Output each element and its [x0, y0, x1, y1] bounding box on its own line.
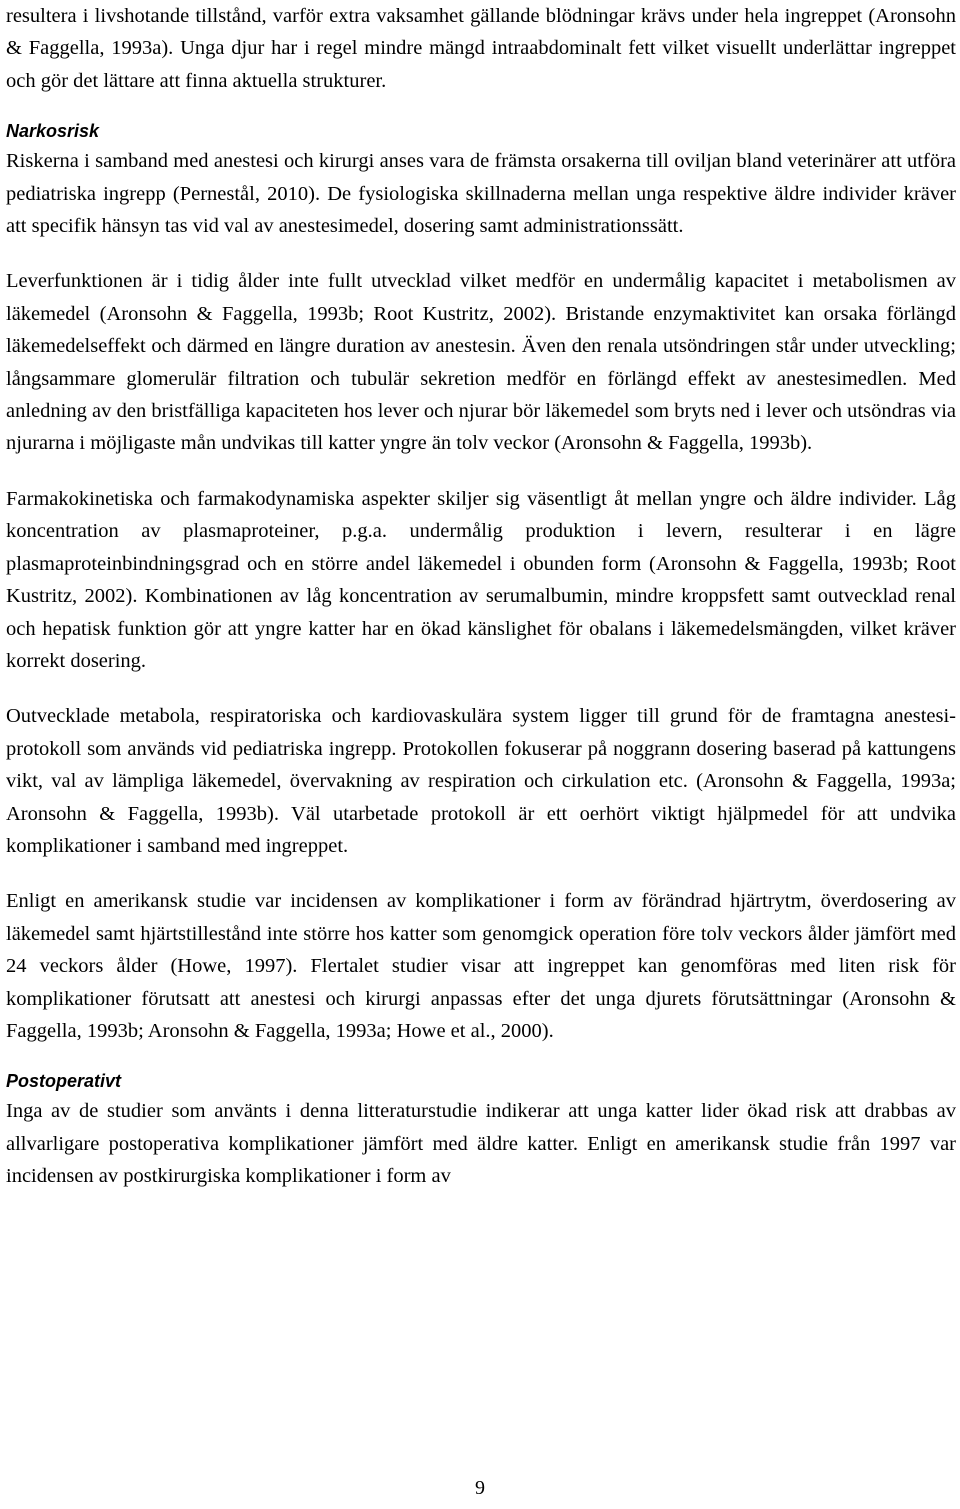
paragraph-narkosrisk-5: Enligt en amerikansk studie var incidensen av komplikationer i form av förändrad hjärtrytm, överdosering av läkemedel samt hjärtstillestånd inte större hos katter som genomgick operation före tolv veckors ålder jämfört med 24 veckors ålder (Howe, 1997). Flertalet studier visar att ingreppet kan genomföras med liten risk för komplikationer förutsatt att anestesi och kirurgi anpassas efter det unga djurets förutsättningar (Aronsohn & Faggella, 1993b; Aronsohn & Faggella, 1993a; Howe et al., 2000). [6, 890, 956, 1042]
document-page [6, 0, 956, 1193]
paragraph-narkosrisk-2: Leverfunktionen är i tidig ålder inte fullt utvecklad vilket medför en undermålig kapacitet i metabolismen av läkemedel (Aronsohn & Faggella, 1993b; Root Kustritz, 2002). Bristande enzymaktivitet kan orsaka förlängd läkemedelseffekt och därmed en längre duration av anestesin. Även den renala utsöndringen står under utveckling; långsammare glomerulär filtration och tubulär sekretion medför en förlängd effekt av anestesimedlen. Med anledning av den bristfälliga kapaciteten hos lever och njurar bör läkemedel som bryts ned i lever och utsöndras via njurarna i möjligaste mån undvikas till katter yngre än tolv veckor (Aronsohn & Faggella, 1993b). [6, 270, 956, 455]
paragraph-narkosrisk-1: Riskerna i samband med anestesi och kirurgi anses vara de främsta orsakerna till oviljan bland veterinärer att utföra pediatriska ingrepp (Pernestål, 2010). De fysiologiska skillnaderna mellan unga respektive äldre individer kräver att specifik hänsyn tas vid val av anestesimedel, dosering samt administrationssätt. [6, 150, 956, 238]
page-number: 9 [475, 1477, 485, 1499]
intro-paragraph: resultera i livshotande tillstånd, varför extra vaksamhet gällande blödningar krävs under hela ingreppet (Aronsohn & Faggella, 1993a). Unga djur har i regel mindre mängd intraabdominalt fett vilket visuellt underlättar ingreppet och gör det lättare att finna aktuella strukturer. [6, 5, 956, 92]
paragraph-postoperativt: Inga av de studier som använts i denna litteraturstudie indikerar att unga katter lider ökad risk att drabbas av allvarligare postoperativa komplikationer jämfört med äldre katter. Enligt en amerikansk studie från 1997 var incidensen av postkirurgiska komplikationer i form av [6, 1100, 956, 1188]
paragraph-narkosrisk-4: Outvecklade metabola, respiratoriska och kardiovaskulära system ligger till grund för de framtagna anestesi-protokoll som används vid pediatriska ingrepp. Protokollen fokuserar på noggrann dosering baserad på kattungens vikt, val av lämpliga läkemedel, övervakning av respiration och cirkulation etc. (Aronsohn & Faggella, 1993a; Aronsohn & Faggella, 1993b). Väl utarbetade protokoll är ett oerhört viktigt hjälpmedel för att undvika komplikationer i samband med ingreppet. [6, 705, 956, 857]
heading-narkosrisk: Narkosrisk [6, 121, 100, 142]
paragraph-narkosrisk-3: Farmakokinetiska och farmakodynamiska aspekter skiljer sig väsentligt åt mellan yngre och äldre individer. Låg koncentration av plasmaproteiner, p.g.a. undermålig produktion i levern, resulterar i en lägre plasmaproteinbindningsgrad och en större andel läkemedel i obunden form (Aronsohn & Faggella, 1993b; Root Kustritz, 2002). Kombinationen av låg koncentration av serumalbumin, mindre kroppsfett samt outvecklad renal och hepatisk funktion gör att yngre katter har en ökad känslighet för obalans i läkemedelsmängden, vilket kräver korrekt dosering. [6, 487, 956, 672]
heading-postoperativt: Postoperativt [6, 1071, 122, 1092]
